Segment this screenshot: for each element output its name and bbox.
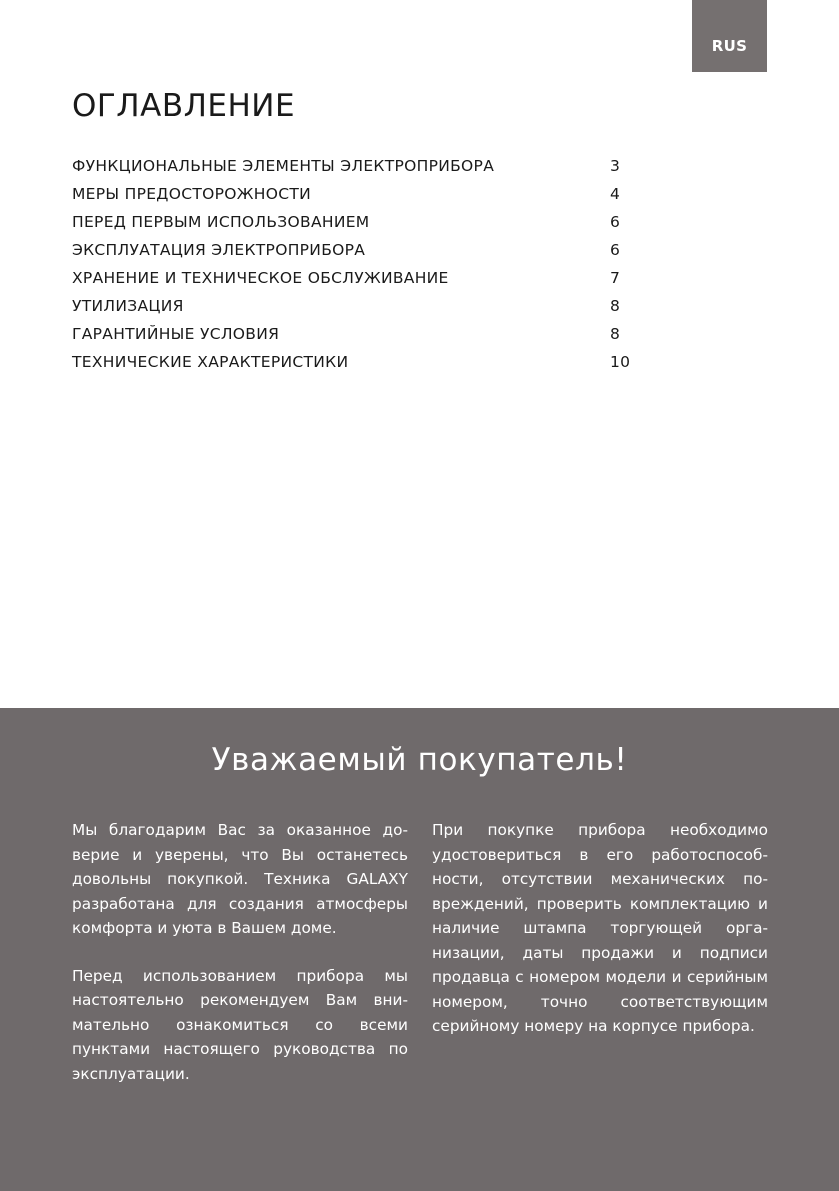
toc-item: [72, 152, 642, 180]
toc-item-label: ТЕХНИЧЕСКИЕ ХАРАКТЕРИСТИКИ: [72, 353, 349, 371]
greeting-right-column: [432, 818, 768, 1062]
greeting-left-column: [72, 818, 408, 1109]
greeting-paragraph: Перед использованием прибора мы настоятельно рекомендуем Вам внимательно ознакомиться со всеми пунктами настоящего руководства по эксплуатации.: [72, 966, 408, 1083]
language-label: RUS: [711, 37, 748, 55]
toc-item-label: ГАРАНТИЙНЫЕ УСЛОВИЯ: [72, 325, 280, 343]
toc-item: [72, 292, 642, 320]
table-of-contents: [72, 152, 642, 376]
toc-item-page: 7: [610, 269, 621, 287]
greeting-panel: [0, 708, 839, 1191]
toc-item-page: 8: [610, 325, 621, 343]
toc-item: [72, 180, 642, 208]
greeting-paragraph: Мы благодарим Вас за оказанное доверие и уверены, что Вы останетесь довольны покупкой. Техника GALAXY разработана для создания атмосферы комфорта и уюта в Вашем доме.: [72, 821, 408, 937]
toc-item-label: УТИЛИЗАЦИЯ: [72, 297, 184, 315]
toc-item-label: МЕРЫ ПРЕДОСТОРОЖНОСТИ: [72, 185, 311, 203]
toc-item-page: 6: [610, 241, 621, 259]
toc-item: [72, 320, 642, 348]
toc-item: [72, 236, 642, 264]
toc-item-label: ХРАНЕНИЕ И ТЕХНИЧЕСКОЕ ОБСЛУЖИВАНИЕ: [72, 269, 449, 287]
greeting-paragraph: При покупке прибора необходимо удостовериться в его работоспособности, отсутствии механических повреждений, проверить комплектацию и наличие штампа торгующей организации, даты продажи и подписи продавца с номером модели и серийным номером, точно соответствующим серийному номеру на корпусе прибора.: [432, 821, 768, 1035]
toc-item-page: 3: [610, 157, 621, 175]
toc-item-page: 10: [610, 353, 631, 371]
language-tab: [692, 0, 767, 72]
toc-item: [72, 348, 642, 376]
toc-item-page: 8: [610, 297, 621, 315]
toc-item-page: 4: [610, 185, 621, 203]
greeting-title: Уважаемый покупатель!: [211, 742, 628, 778]
toc-item: [72, 264, 642, 292]
toc-title: ОГЛАВЛЕНИЕ: [72, 88, 296, 124]
toc-item-page: 6: [610, 213, 621, 231]
toc-item-label: ПЕРЕД ПЕРВЫМ ИСПОЛЬЗОВАНИЕМ: [72, 213, 370, 231]
toc-item: [72, 208, 642, 236]
toc-item-label: ФУНКЦИОНАЛЬНЫЕ ЭЛЕМЕНТЫ ЭЛЕКТРОПРИБОРА: [72, 157, 495, 175]
toc-item-label: ЭКСПЛУАТАЦИЯ ЭЛЕКТРОПРИБОРА: [72, 241, 366, 259]
